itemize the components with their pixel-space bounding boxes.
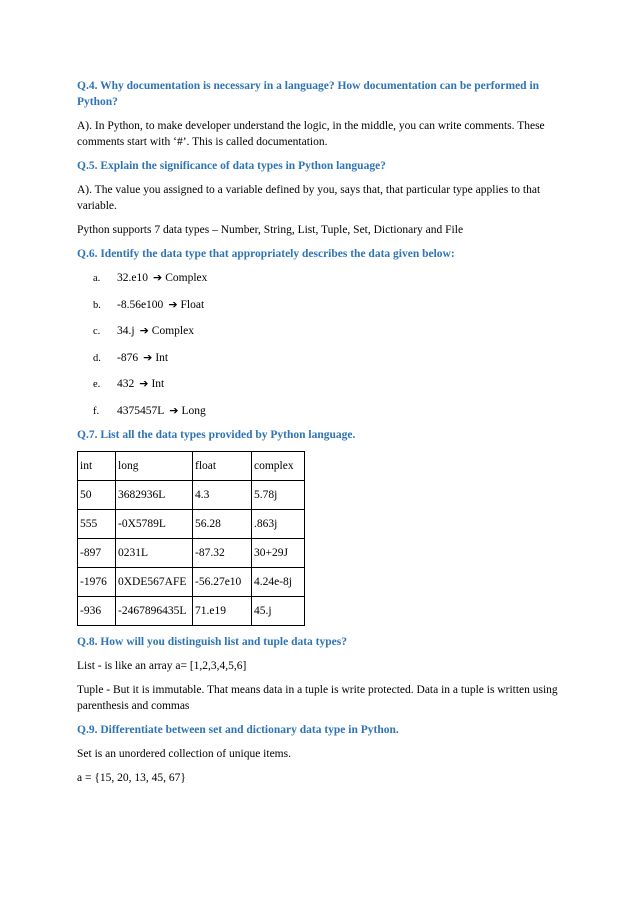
- table-cell: 3682936L: [116, 480, 193, 509]
- right-arrow-icon: ➔: [169, 403, 179, 417]
- right-arrow-icon: ➔: [152, 271, 163, 284]
- table-cell: 45.j: [252, 596, 305, 625]
- list-item-letter: e.: [93, 379, 101, 390]
- table-header-row: [78, 451, 305, 480]
- list-item: [77, 270, 563, 286]
- answer-8-list-text: List - is like an array a= [1,2,3,4,5,6]: [77, 659, 247, 672]
- table-cell: -936: [78, 596, 116, 625]
- table-row: [78, 567, 305, 596]
- list-item-type: Int: [151, 378, 165, 390]
- list-item-type: Float: [180, 298, 205, 311]
- answer-4-text: A). In Python, to make developer understand the logic, in the middle, you can write comments. These comments start with ‘#’. This is called documentation.: [77, 120, 545, 148]
- question-6-heading: Q.6. Identify the data type that appropriately describes the data given below:: [77, 248, 455, 260]
- answer-9-example: a = {15, 20, 13, 45, 67}: [77, 771, 186, 784]
- table-row: [78, 538, 305, 567]
- list-item-value: -8.56e100: [117, 298, 164, 311]
- question-7-heading: Q.7. List all the data types provided by Python language.: [77, 428, 356, 441]
- right-arrow-icon: ➔: [139, 377, 149, 390]
- table-cell: -897: [78, 538, 116, 567]
- list-item-type: Int: [155, 351, 169, 364]
- list-item: [77, 297, 563, 313]
- list-item-value: 4375457L: [117, 404, 165, 417]
- table-header-cell: complex: [252, 451, 305, 480]
- table-cell: -2467896435L: [116, 596, 193, 625]
- list-item: [77, 376, 563, 392]
- list-item-value: 432: [117, 378, 135, 390]
- table-cell: -87.32: [193, 538, 252, 567]
- list-item-type: Complex: [165, 272, 208, 284]
- table-cell: -1976: [78, 567, 116, 596]
- table-cell: 5.78j: [252, 480, 305, 509]
- list-item-letter: a.: [93, 273, 101, 284]
- list-item-type: Complex: [151, 325, 194, 337]
- table-cell: 4.24e-8j: [252, 567, 305, 596]
- list-item-letter: f.: [93, 405, 100, 417]
- table-row: [78, 596, 305, 625]
- table-cell: 0231L: [116, 538, 193, 567]
- table-cell: -0X5789L: [116, 509, 193, 538]
- data-types-table: [77, 451, 305, 626]
- right-arrow-icon: ➔: [168, 297, 178, 311]
- table-header-cell: float: [193, 451, 252, 480]
- table-cell: -56.27e10: [193, 567, 252, 596]
- data-type-list: [77, 270, 563, 419]
- table-cell: .863j: [252, 509, 305, 538]
- right-arrow-icon: ➔: [139, 324, 149, 337]
- table-cell: 50: [78, 480, 116, 509]
- table-cell: 555: [78, 509, 116, 538]
- table-cell: 0XDE567AFE: [116, 567, 193, 596]
- question-4-heading: Q.4. Why documentation is necessary in a language? How documentation can be performed in Python?: [77, 80, 540, 108]
- list-item: [77, 350, 563, 366]
- table-header-cell: long: [116, 451, 193, 480]
- list-item: [77, 403, 563, 419]
- answer-8-tuple-text: Tuple - But it is immutable. That means data in a tuple is write protected. Data in a tuple is written using parenthesis and commas: [77, 683, 558, 712]
- table-header-cell: int: [78, 451, 116, 480]
- table-row: [78, 509, 305, 538]
- question-5-heading: Q.5. Explain the significance of data types in Python language?: [77, 160, 386, 172]
- answer-9-set-text: Set is an unordered collection of unique items.: [77, 747, 291, 760]
- list-item-value: 34.j: [117, 325, 135, 337]
- answer-5-text: A). The value you assigned to a variable defined by you, says that, that particular type applies to that variable.: [77, 184, 541, 212]
- list-item-letter: d.: [93, 352, 101, 364]
- table-cell: 56.28: [193, 509, 252, 538]
- question-9-heading: Q.9. Differentiate between set and dictionary data type in Python.: [77, 723, 399, 736]
- list-item-letter: b.: [93, 299, 101, 311]
- question-8-heading: Q.8. How will you distinguish list and tuple data types?: [77, 635, 347, 648]
- list-item-type: Long: [181, 404, 206, 417]
- table-cell: 4.3: [193, 480, 252, 509]
- table-cell: 30+29J: [252, 538, 305, 567]
- table-row: [78, 480, 305, 509]
- list-item-letter: c.: [93, 326, 101, 337]
- list-item: [77, 323, 563, 339]
- right-arrow-icon: ➔: [143, 350, 153, 364]
- table-cell: 71.e19: [193, 596, 252, 625]
- answer-5-note: Python supports 7 data types – Number, String, List, Tuple, Set, Dictionary and File: [77, 224, 464, 236]
- list-item-value: -876: [117, 351, 139, 364]
- page-content: [77, 78, 563, 794]
- list-item-value: 32.e10: [117, 272, 148, 284]
